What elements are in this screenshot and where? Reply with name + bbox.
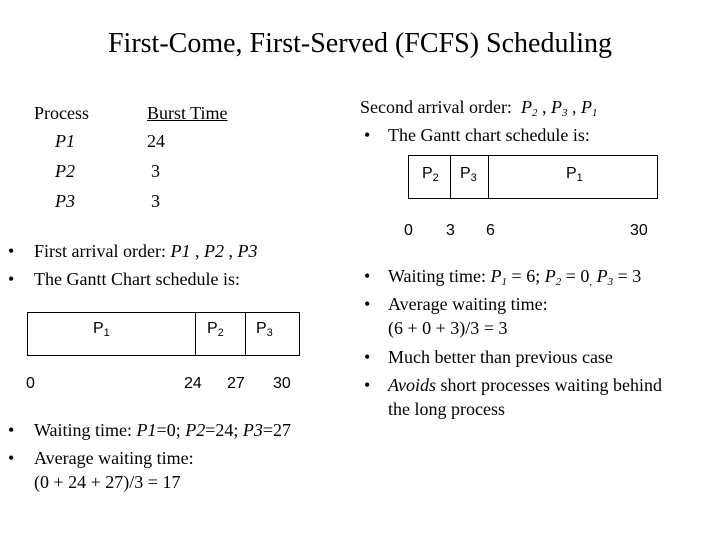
gantt-block-label: $P_2$ bbox=[207, 320, 224, 339]
bullet-text: Waiting time: P1=0; P2=24; P3=27 bbox=[34, 420, 292, 440]
bullet-text: Average waiting time: bbox=[388, 294, 548, 314]
bullet-dot: • bbox=[364, 266, 371, 286]
second-arrival-heading: Second arrival order: $P_2$ , $P_3$ , $P_1$ bbox=[360, 97, 598, 119]
avoids-continuation: the long process bbox=[388, 399, 505, 419]
bullet-dot: • bbox=[8, 241, 15, 261]
bullet-avoids bbox=[364, 375, 662, 396]
gantt-tick-label: 6 bbox=[486, 222, 495, 239]
bullet-much-better bbox=[364, 347, 613, 368]
table-cell-process: P3 bbox=[55, 191, 75, 211]
table-header-process: Process bbox=[34, 103, 89, 123]
gantt-divider bbox=[195, 312, 196, 356]
gantt-block-label: $P_1$ bbox=[566, 165, 583, 184]
table-cell-process: P2 bbox=[55, 161, 75, 181]
gantt-block-label: $P_3$ bbox=[256, 320, 273, 339]
page-title: First-Come, First-Served (FCFS) Scheduling bbox=[107, 28, 612, 59]
bullet-average-1 bbox=[8, 448, 194, 469]
gantt-tick-label: 0 bbox=[404, 222, 413, 239]
bullet-text: Average waiting time: bbox=[34, 448, 194, 468]
gantt-block-label: $P_1$ bbox=[93, 320, 110, 339]
bullet-text: Avoids short processes waiting behind bbox=[388, 375, 662, 395]
gantt-tick-label: 0 bbox=[26, 375, 35, 392]
bullet-text: First arrival order: P1 , P2 , P3 bbox=[34, 241, 258, 261]
bullet-average-2 bbox=[364, 294, 548, 315]
bullet-dot: • bbox=[8, 448, 15, 468]
average-formula-2: (6 + 0 + 3)/3 = 3 bbox=[388, 318, 508, 338]
gantt-divider bbox=[245, 312, 246, 356]
bullet-text: The Gantt chart schedule is: bbox=[388, 125, 590, 145]
bullet-dot: • bbox=[364, 294, 371, 314]
table-cell-burst: 3 bbox=[151, 161, 160, 181]
bullet-text: The Gantt Chart schedule is: bbox=[34, 269, 240, 289]
gantt-block-label: $P_3$ bbox=[460, 165, 477, 184]
table-cell-burst: 3 bbox=[151, 191, 160, 211]
bullet-text: Much better than previous case bbox=[388, 347, 613, 367]
bullet-dot: • bbox=[364, 347, 371, 367]
gantt-divider bbox=[450, 155, 451, 199]
table-header-burst: Burst Time bbox=[147, 103, 228, 123]
average-formula-1: (0 + 24 + 27)/3 = 17 bbox=[34, 472, 181, 492]
gantt-tick-label: 30 bbox=[273, 375, 291, 392]
bullet-dot: • bbox=[8, 420, 15, 440]
bullet-gantt-1 bbox=[8, 269, 240, 290]
gantt-block-label: $P_2$ bbox=[422, 165, 439, 184]
gantt-divider bbox=[488, 155, 489, 199]
bullet-dot: • bbox=[8, 269, 15, 289]
table-cell-burst: 24 bbox=[147, 131, 165, 151]
bullet-waiting-time-1 bbox=[8, 420, 292, 441]
gantt-tick-label: 24 bbox=[184, 375, 202, 392]
gantt-frame bbox=[408, 155, 658, 199]
bullet-dot: • bbox=[364, 375, 371, 395]
table-cell-process: P1 bbox=[55, 131, 75, 151]
gantt-tick-label: 30 bbox=[630, 222, 648, 239]
bullet-gantt-2 bbox=[364, 125, 590, 146]
bullet-dot: • bbox=[364, 125, 371, 145]
gantt-tick-label: 27 bbox=[227, 375, 245, 392]
bullet-waiting-time-2 bbox=[364, 266, 642, 288]
bullet-first-arrival bbox=[8, 241, 258, 262]
gantt-tick-label: 3 bbox=[446, 222, 455, 239]
bullet-text: Waiting time: $P_1 = 6$; $P_2 = 0_,$ $P_3 = 3$ bbox=[388, 266, 642, 288]
